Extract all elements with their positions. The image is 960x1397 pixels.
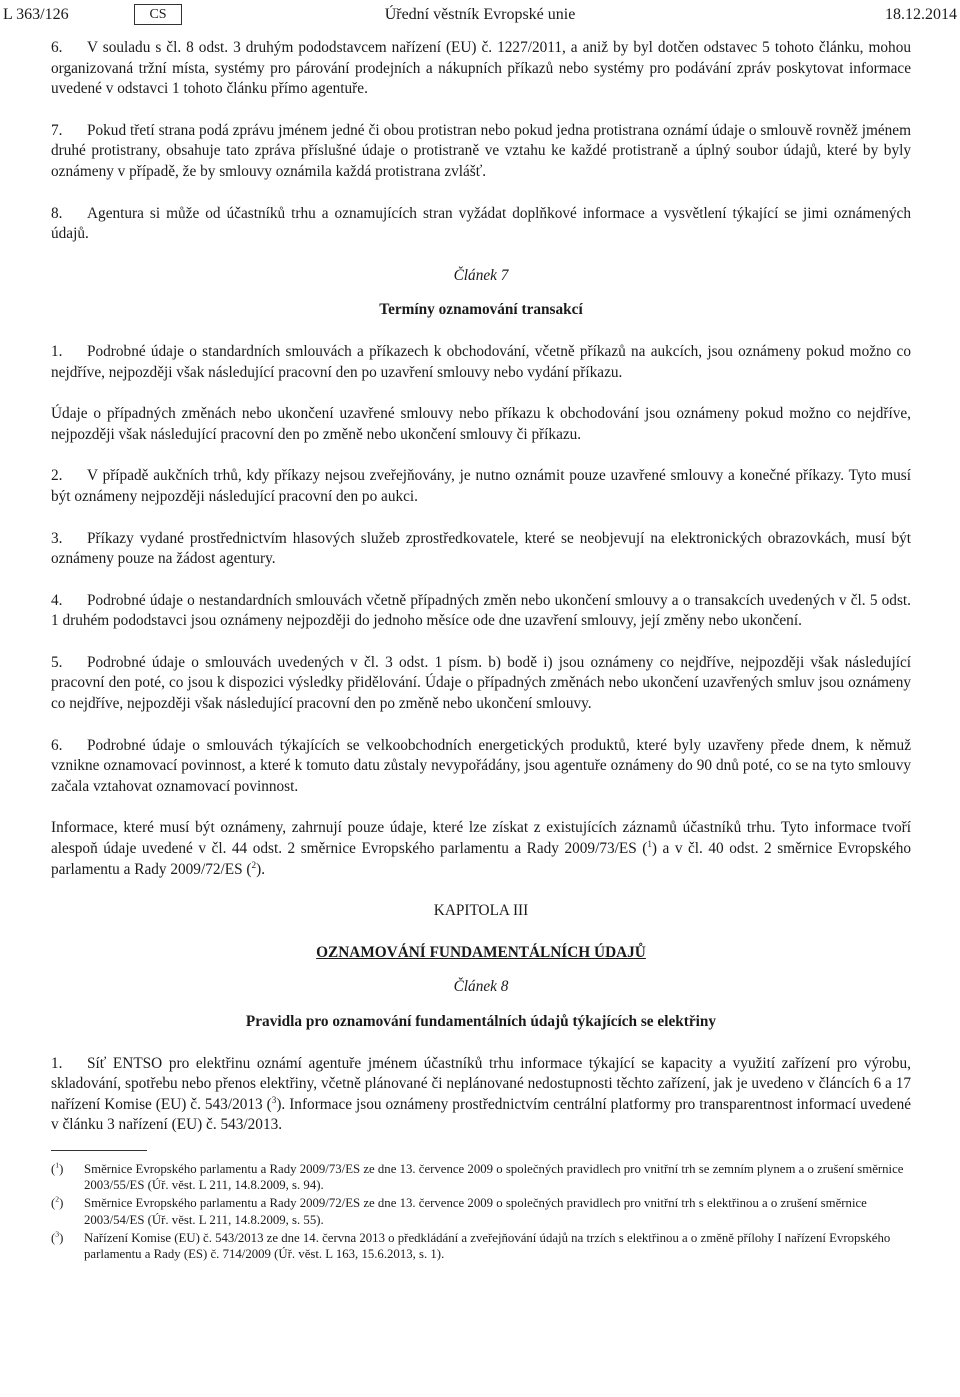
- paragraph-number: 6.: [51, 736, 63, 754]
- document-body: [51, 38, 911, 1264]
- article-8-label: Článek 8: [453, 978, 509, 996]
- chapter-label: KAPITOLA III: [433, 902, 529, 920]
- article-8-paragraph-1: [51, 1054, 911, 1136]
- page-header: [0, 3, 960, 27]
- article-8-title: Pravidla pro oznamování fundamentálních údajů týkajících se elektřiny: [245, 1013, 717, 1030]
- paragraph-text: Příkazy vydané prostřednictvím hlasových služeb zprostředkovatele, které se neobjevují na elektronických obrazovkách, musí být oznámeny pouze na žádost agentury.: [51, 529, 911, 568]
- paragraph-text: Pokud třetí strana podá zprávu jménem jedné či obou protistran nebo pokud jedna protistrana oznámí údaje o smlouvě rovněž jménem druhé protistrany, obsahuje tato zpráva příslušné údaje o protistraně ve vztahu ke každé protistraně a úplný soubor údajů, které by byly oznámeny v případě, že by smlouvy oznámila každá protistrana zvlášť.: [51, 121, 911, 180]
- footnote-1: [51, 1161, 911, 1193]
- paragraph-number: 3.: [51, 529, 63, 547]
- footnote-reference[interactable]: 3: [271, 1094, 277, 1105]
- publication-date: 18.12.2014: [885, 6, 957, 23]
- footnote-divider: [51, 1150, 147, 1151]
- paragraph-text: Agentura si může od účastníků trhu a oznamujících stran vyžádat doplňkové informace a vysvětlení týkající se jimi oznámených údajů.: [51, 204, 911, 243]
- paragraph-8: [51, 204, 911, 245]
- language-badge: CS: [134, 4, 182, 25]
- journal-title: Úřední věstník Evropské unie: [384, 6, 576, 23]
- footnotes: [51, 1161, 911, 1262]
- paragraph-number: 2.: [51, 467, 63, 485]
- paragraph-number: 4.: [51, 591, 63, 609]
- article-7-paragraph-information: [51, 818, 911, 880]
- footnote-3: [51, 1230, 911, 1262]
- paragraph-text: ). Informace jsou oznámeny prostřednictvím centrální platformy pro transparentnost informací uvedené v článku 3 nařízení (EU) č. 543/2013.: [51, 1095, 912, 1134]
- article-7-title: Termíny oznamování transakcí: [379, 301, 583, 319]
- paragraph-number: 6.: [51, 39, 63, 56]
- footnote-2: [51, 1195, 911, 1227]
- footnote-marker: ($^2$): [51, 1195, 64, 1211]
- publication-reference: L 363/126: [3, 6, 69, 23]
- paragraph-text: Podrobné údaje o nestandardních smlouvách včetně případných změn nebo ukončení smlouvy a o transakcích uvedených v čl. 5 odst. 1 druhém pododstavci jsou oznámeny nejpozději do jednoho měsíce ode dne uzavření smlouvy, její změny nebo ukončení.: [51, 591, 911, 630]
- footnote-marker: ($^3$): [51, 1229, 64, 1245]
- paragraph-text: ).: [256, 860, 266, 878]
- article-7-paragraph-1-continued: Údaje o případných změnách nebo ukončení uzavřené smlouvy nebo příkazu k obchodování jsou oznámeny pokud možno co nejdříve, nejpozději však následující pracovní den po změně nebo ukončení smlouvy či příkazu.: [51, 405, 911, 443]
- article-7-paragraph-4: [51, 591, 911, 632]
- chapter-title: OZNAMOVÁNÍ FUNDAMENTÁLNÍCH ÚDAJŮ: [316, 943, 646, 961]
- footnote-reference[interactable]: 1: [647, 838, 652, 849]
- paragraph-text: Podrobné údaje o standardních smlouvách a příkazech k obchodování, včetně příkazů na aukcích, jsou oznámeny pokud možno co nejdříve, nejpozději však následující pracovní den po uzavření smlouvy nebo vydání příkazu.: [51, 342, 911, 381]
- article-7-paragraph-5: [51, 653, 911, 715]
- paragraph-text: Síť ENTSO pro elektřinu oznámí agentuře jménem účastníků trhu informace týkající se kapacity a využití zařízení pro výrobu, skladování, spotřebu nebo přenos elektřiny, včetně plánované či neplánované nedostupnosti těchto zařízení, jak je uvedeno v článcích 6 a 17 nařízení Komise (EU) č. 543/2013 (: [51, 1054, 911, 1113]
- footnote-text: Směrnice Evropského parlamentu a Rady 2009/73/ES ze dne 13. července 2009 o společných pravidlech pro vnitřní trh se zemním plynem a o zrušení směrnice 2003/55/ES (Úř. věst. L 211, 14.8.2009, s. 94).: [84, 1161, 904, 1193]
- article-7-label: Článek 7: [453, 266, 509, 284]
- paragraph-text: V případě aukčních trhů, kdy příkazy nejsou zveřejňovány, je nutno oznámit pouze uzavřené smlouvy a konečné příkazy. Tyto musí být oznámeny nejpozději následující pracovní den po aukci.: [51, 467, 911, 505]
- paragraph-number: 7.: [51, 121, 63, 139]
- paragraph-text: Podrobné údaje o smlouvách týkajících se velkoobchodních energetických produktů, které byly uzavřeny přede dnem, k němuž vznikne oznamovací povinnost, a které k tomuto datu zůstaly nevypořádány, jsou agentuře oznámeny do 90 dnů poté, co se na tyto smlouvy začala vztahovat oznamovací povinnost.: [51, 736, 911, 795]
- paragraph-number: 8.: [51, 204, 63, 222]
- paragraph-text: ) a v čl. 40 odst. 2 směrnice Evropského parlamentu a Rady 2009/72/ES (: [51, 840, 911, 878]
- article-7-paragraph-1: [51, 342, 911, 383]
- paragraph-text: Informace, které musí být oznámeny, zahrnují pouze údaje, které lze získat z existujících záznamů účastníků trhu. Tyto informace tvoří alespoň údaje uvedené v čl. 44 odst. 2 směrnice Evropského parlamentu a Rady 2009/73/ES (: [51, 819, 911, 858]
- footnote-marker: ($^1$): [51, 1160, 64, 1176]
- paragraph-number: 5.: [51, 653, 63, 671]
- paragraph-number: 1.: [51, 1054, 63, 1072]
- paragraph-text: Podrobné údaje o smlouvách uvedených v čl. 3 odst. 1 písm. b) bodě i) jsou oznámeny co nejdříve, nejpozději však následující pracovní den poté, co jsou k dispozici výsledky přidělování. Údaje o případných změnách nebo ukončení uzavřených smluv jsou oznámeny co nejdříve, nejpozději však následující pracovní den po změně nebo ukončení smlouvy.: [51, 653, 911, 713]
- paragraph-text: V souladu s čl. 8 odst. 3 druhým pododstavcem nařízení (EU) č. 1227/2011, a aniž by byl dotčen odstavec 5 tohoto článku, mohou organizovaná tržní místa, systémy pro párování prodejních a nákupních příkazů nebo systémy pro podávání zpráv poskytovat informace uvedené v odstavci 1 tohoto článku přímo agentuře.: [51, 39, 911, 98]
- article-7-paragraph-3: [51, 529, 911, 570]
- article-7-paragraph-6: [51, 736, 911, 798]
- paragraph-7: [51, 121, 911, 183]
- footnote-text: Nařízení Komise (EU) č. 543/2013 ze dne 14. června 2013 o předkládání a zveřejňování údajů na trzích s elektřinou a o změně přílohy I nařízení Evropského parlamentu a Rady (ES) č. 714/2009 (Úř. věst. L 163, 15.6.2013, s. 1).: [84, 1230, 891, 1261]
- footnote-text: Směrnice Evropského parlamentu a Rady 2009/72/ES ze dne 13. července 2009 o společných pravidlech pro vnitřní trh s elektřinou a o zrušení směrnice 2003/54/ES (Úř. věst. L 211, 14.8.2009, s. 55).: [84, 1196, 867, 1227]
- paragraph-6: [51, 38, 911, 100]
- article-7-paragraph-2: [51, 466, 911, 507]
- paragraph-number: 1.: [51, 342, 63, 360]
- footnote-reference[interactable]: 2: [251, 859, 257, 870]
